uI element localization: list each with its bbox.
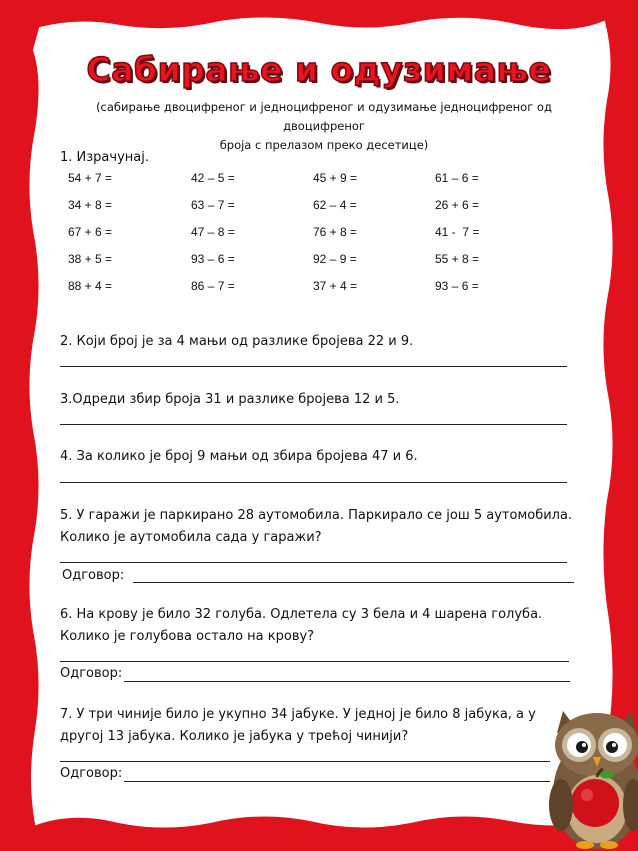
answer-line[interactable] (60, 761, 550, 762)
task6-question (60, 604, 605, 648)
grid-row (68, 198, 548, 218)
task7-question (60, 704, 605, 748)
grid-cell: 93 – 6 = (435, 279, 479, 293)
grid-cell: 37 + 4 = (313, 279, 358, 293)
grid-cell: 41 - 7 = (435, 225, 480, 239)
subtitle (58, 98, 590, 155)
task7-answer-line[interactable] (124, 781, 550, 782)
grid-cell: 93 – 6 = (191, 252, 235, 266)
grid-cell: 55 + 8 = (435, 252, 480, 266)
task7-line-2: другој 13 јабука. Колико је јабука у трећој чинији? (60, 729, 409, 744)
grid-cell: 47 – 8 = (191, 225, 235, 239)
grid-cell: 92 – 9 = (313, 252, 357, 266)
answer-line[interactable] (60, 424, 567, 425)
task5-line-1: 5. У гаражи је паркирано 28 аутомобила. Паркирало се још 5 аутомобила. (60, 508, 573, 523)
grid-row (68, 225, 548, 245)
task2-question: 2. Који број је за 4 мањи од разлике бројева 22 и 9. (60, 334, 414, 349)
grid-cell: 34 + 8 = (68, 198, 113, 212)
task6-line-2: Колико је голубова остало на крову? (60, 629, 315, 644)
task1-heading: 1. Израчунај. (60, 150, 149, 165)
page-title: Сабирање и одузимање (86, 50, 552, 89)
answer-line[interactable] (60, 661, 569, 662)
grid-cell: 54 + 7 = (68, 171, 113, 185)
grid-row (68, 279, 548, 299)
grid-row (68, 171, 548, 191)
grid-cell: 86 – 7 = (191, 279, 235, 293)
task5-line-2: Колико је аутомобила сада у гаражи? (60, 530, 322, 545)
task7-answer-label: Одговор: (60, 766, 123, 781)
answer-line[interactable] (60, 562, 567, 563)
grid-cell: 88 + 4 = (68, 279, 113, 293)
grid-cell: 67 + 6 = (68, 225, 113, 239)
task4-question: 4. За колико је број 9 мањи од збира бројева 47 и 6. (60, 449, 418, 464)
grid-cell: 45 + 9 = (313, 171, 358, 185)
task5-answer-label: Одговор: (62, 568, 125, 583)
subtitle-line-1: (сабирање двоцифреног и једноцифреног и одузимање једноцифреног од двоцифреног (96, 100, 552, 133)
task7-line-1: 7. У три чиније било је укупно 34 јабуке. У једној је било 8 јабука, а у (60, 707, 536, 722)
task3-question: 3.Одреди збир броја 31 и разлике бројева 12 и 5. (60, 392, 400, 407)
grid-cell: 62 – 4 = (313, 198, 357, 212)
grid-cell: 61 – 6 = (435, 171, 479, 185)
grid-cell: 76 + 8 = (313, 225, 358, 239)
owl-apple-illustration (543, 705, 638, 851)
answer-line[interactable] (60, 366, 567, 367)
task6-answer-label: Одговор: (60, 666, 123, 681)
grid-cell: 38 + 5 = (68, 252, 113, 266)
task5-answer-line[interactable] (133, 582, 574, 583)
task6-answer-line[interactable] (124, 681, 570, 682)
grid-cell: 42 – 5 = (191, 171, 235, 185)
grid-cell: 63 – 7 = (191, 198, 235, 212)
answer-line[interactable] (60, 482, 567, 483)
grid-cell: 26 + 6 = (435, 198, 480, 212)
subtitle-line-2: броја с прелазом преко десетице) (219, 138, 429, 152)
task6-line-1: 6. На крову је било 32 голуба. Одлетела су 3 бела и 4 шарена голуба. (60, 607, 543, 622)
task5-question (60, 505, 605, 549)
grid-row (68, 252, 548, 272)
